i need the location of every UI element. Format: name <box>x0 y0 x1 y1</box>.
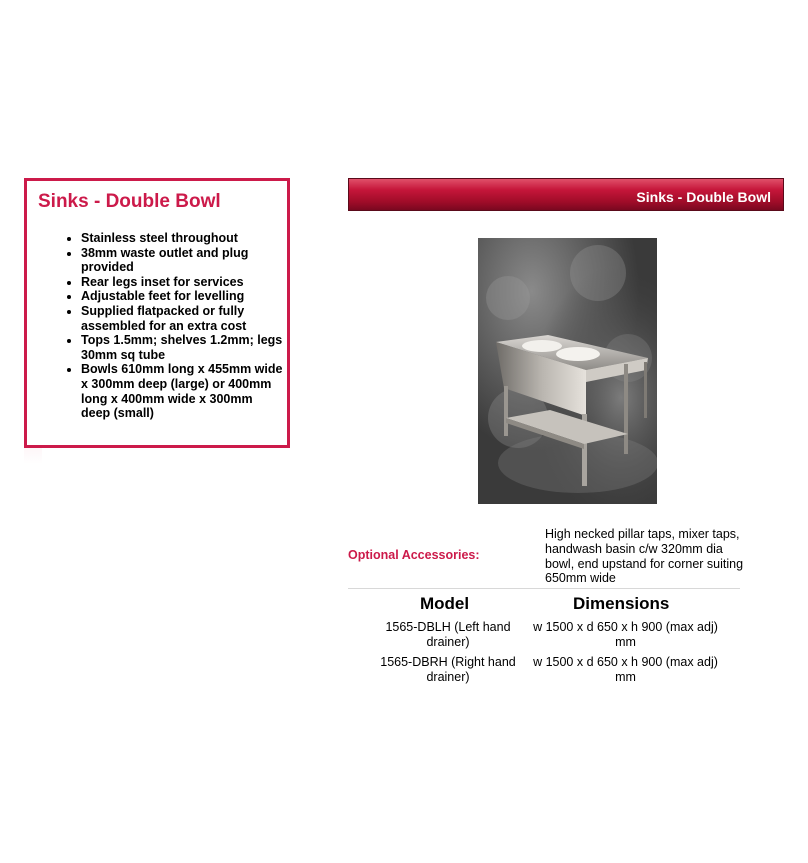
sink-illustration <box>478 238 657 504</box>
optional-accessories-text: High necked pillar taps, mixer taps, handwash basin c/w 320mm dia bowl, end upstand for corner suiting 650mm wide <box>545 527 744 586</box>
feature-item: • Tops 1.5mm; shelves 1.2mm; legs 30mm sq tube <box>81 333 283 362</box>
section-header-title: Sinks - Double Bowl <box>636 189 771 205</box>
info-panel-title: Sinks - Double Bowl <box>38 191 221 212</box>
model-column-header: Model <box>420 594 470 613</box>
feature-item: • Stainless steel throughout <box>81 231 283 246</box>
divider <box>348 588 740 589</box>
info-panel <box>24 178 290 448</box>
section-header-bar <box>348 178 784 211</box>
feature-item: • 38mm waste outlet and plug provided <box>81 246 283 275</box>
feature-list <box>45 231 283 421</box>
product-photo <box>478 238 657 504</box>
feature-item: • Supplied flatpacked or fully assembled for an extra cost <box>81 304 283 333</box>
feature-item: • Bowls 610mm long x 455mm wide x 300mm deep (large) or 400mm long x 400mm wide x 300mm deep (small) <box>81 362 283 420</box>
optional-accessories-label: Optional Accessories: <box>348 548 480 562</box>
dimensions-cell: w 1500 x d 650 x h 900 (max adj) mm <box>533 620 718 649</box>
dimensions-column-header: Dimensions <box>573 594 670 613</box>
model-cell: 1565-DBRH (Right hand drainer) <box>380 655 516 684</box>
feature-item: • Rear legs inset for services <box>81 275 283 290</box>
dimensions-cell: w 1500 x d 650 x h 900 (max adj) mm <box>533 655 718 684</box>
model-cell: 1565-DBLH (Left hand drainer) <box>385 620 511 649</box>
feature-item: • Adjustable feet for levelling <box>81 289 283 304</box>
